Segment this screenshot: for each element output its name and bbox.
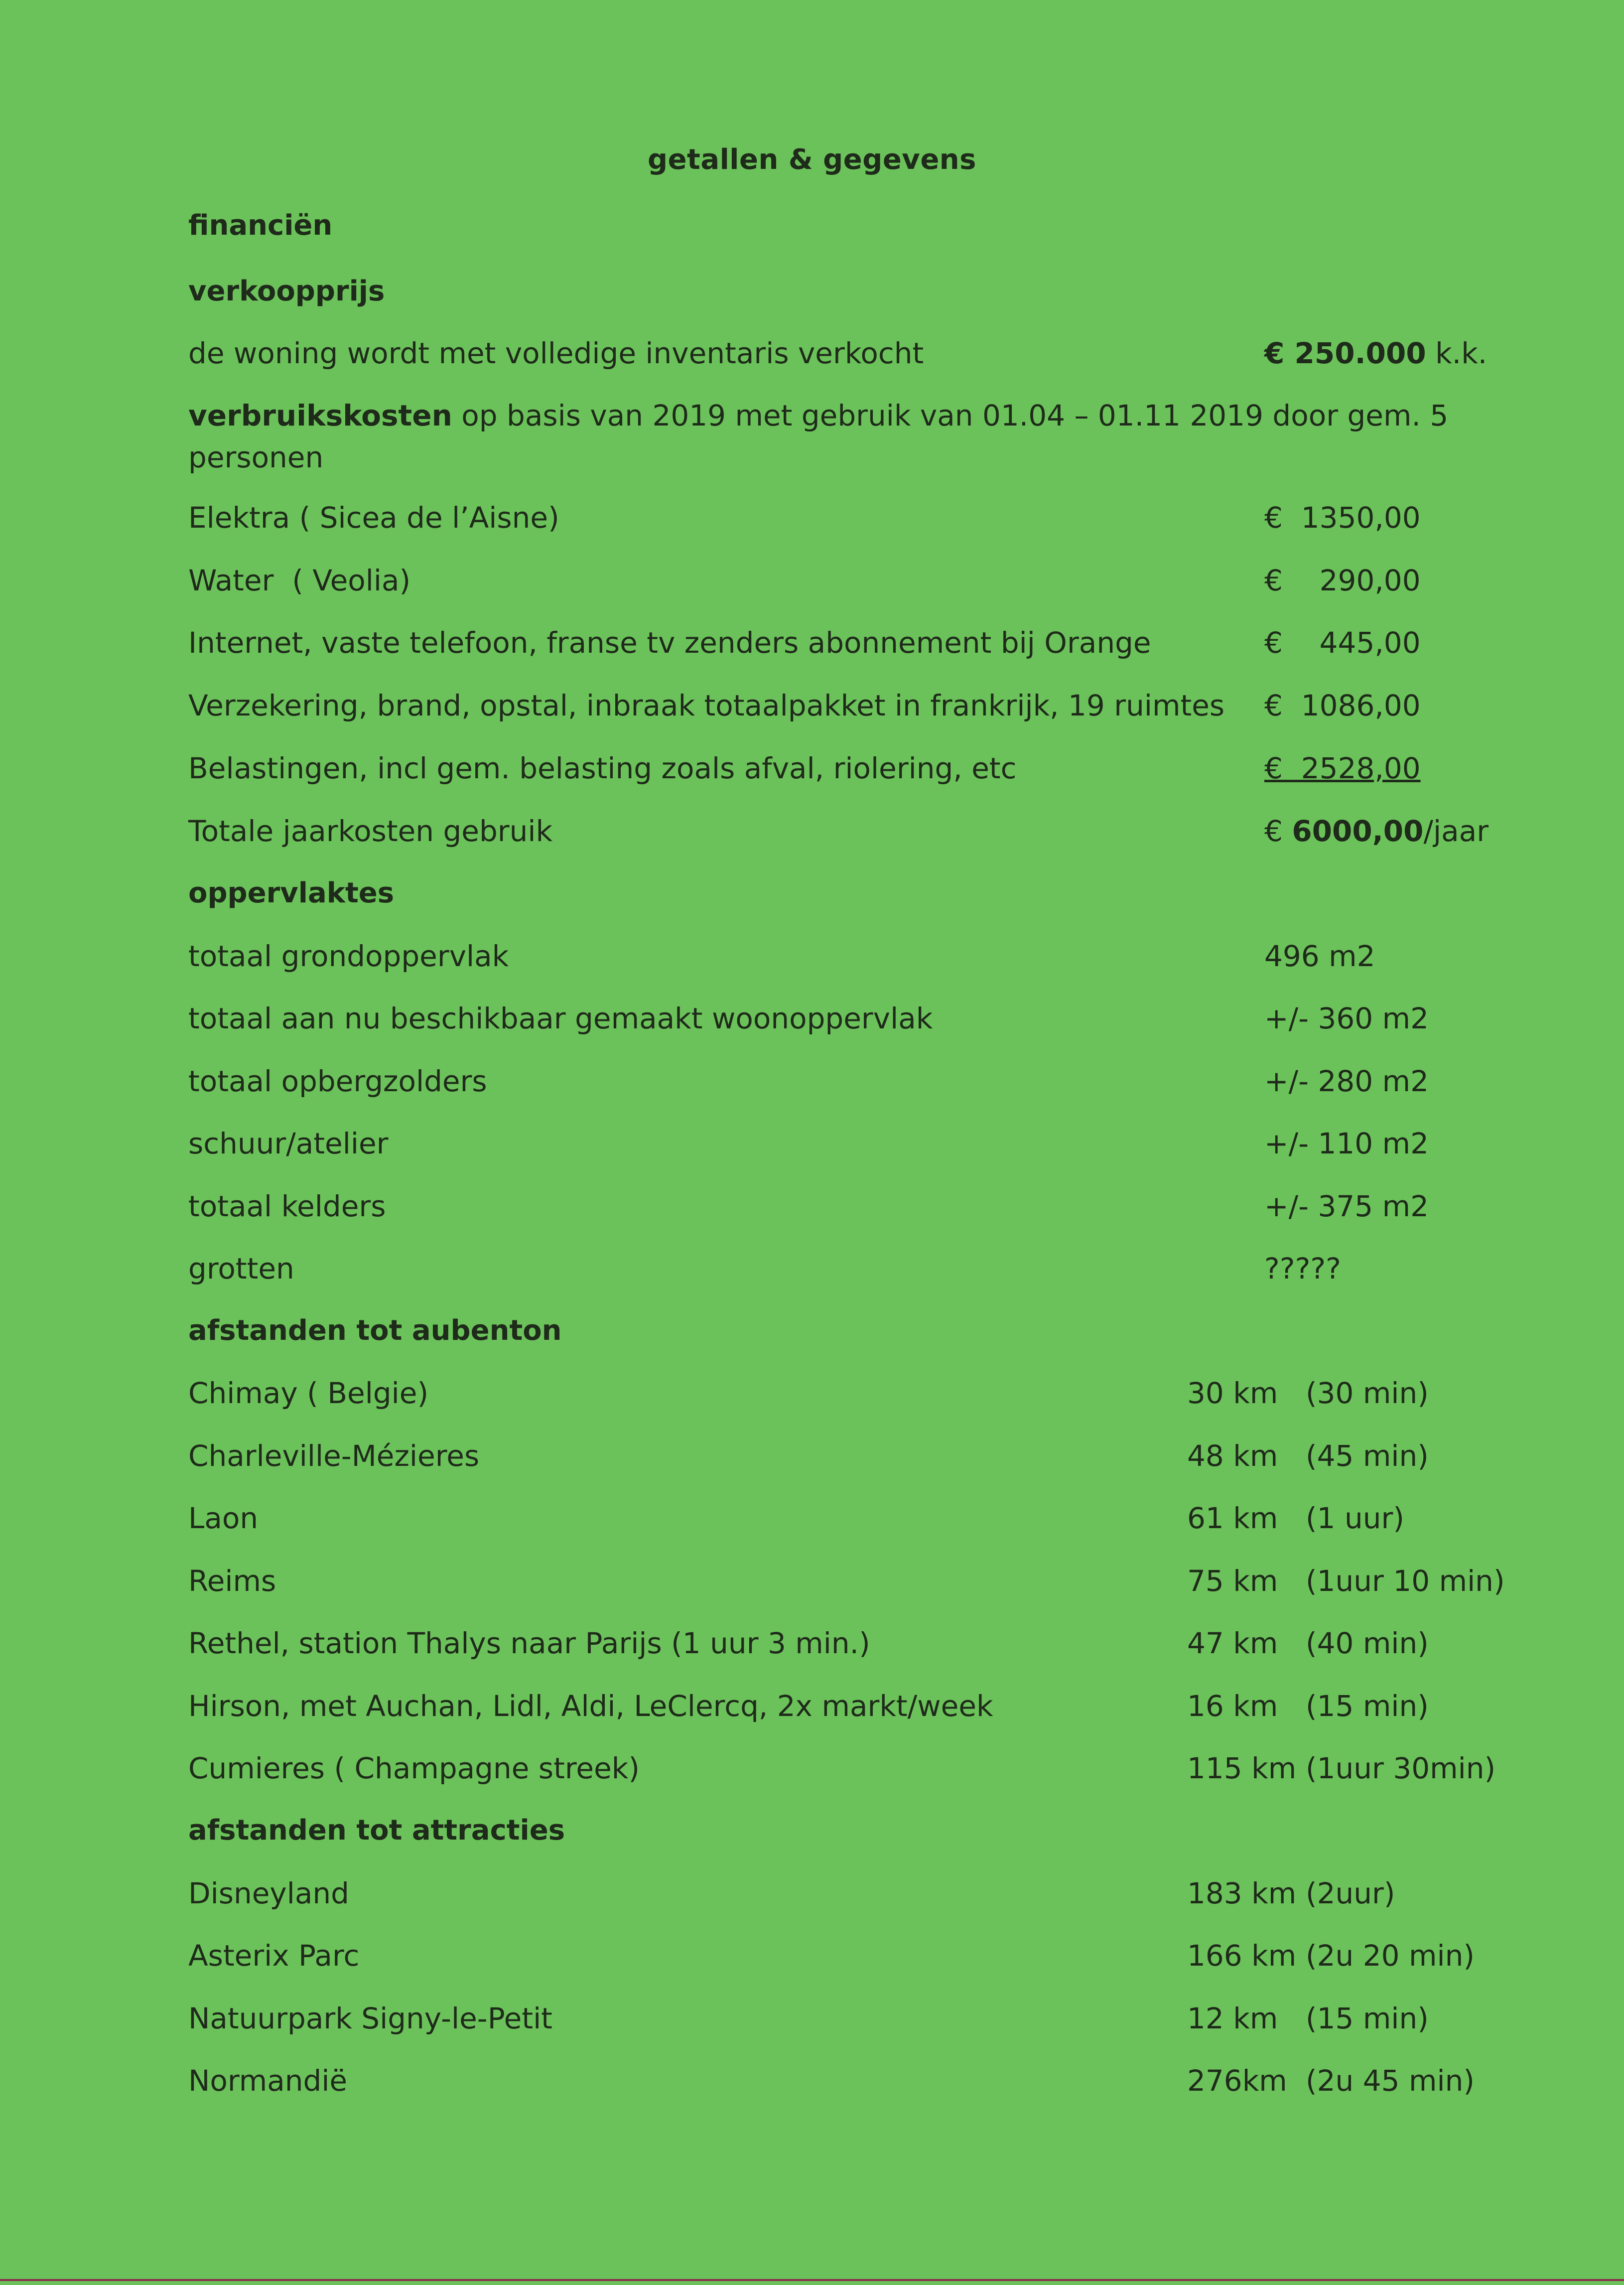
verbruikskosten-text: op basis van 2019 met gebruik van 01.04 – 01.11 2019 door gem. 5 <box>452 399 1449 432</box>
distance-row <box>188 1501 1533 1541</box>
distance-km: 115 km <box>1187 1751 1297 1785</box>
distance-km: 47 km <box>1187 1626 1278 1660</box>
attraction-label: Natuurpark Signy-le-Petit <box>188 2001 552 2035</box>
surface-value: +/- 280 m2 <box>1264 1064 1429 1098</box>
verbruikskosten-heading-line2 <box>188 440 1533 480</box>
cost-value: € 1086,00 <box>1264 689 1421 722</box>
total-value <box>1264 814 1489 848</box>
distance-row <box>188 1564 1533 1604</box>
attraction-label: Asterix Parc <box>188 1939 360 1973</box>
surface-row <box>188 1252 1533 1291</box>
distance-km: 30 km <box>1187 1376 1278 1410</box>
sale-price-suffix: k.k. <box>1426 336 1488 370</box>
attraction-label: Normandië <box>188 2064 348 2098</box>
surface-label: totaal aan nu beschikbaar gemaakt woonoppervlak <box>188 1001 933 1035</box>
cost-row <box>188 751 1533 791</box>
attraction-time: (15 min) <box>1306 2001 1429 2035</box>
total-amount: 6000,00 <box>1292 814 1424 848</box>
attraction-row <box>188 2001 1533 2041</box>
attraction-row <box>188 1939 1533 1979</box>
attraction-km: 12 km <box>1187 2001 1278 2035</box>
distance-label: Cumieres ( Champagne streek) <box>188 1751 640 1785</box>
page-title: getallen & gegevens <box>647 143 976 176</box>
distance-time: (40 min) <box>1306 1626 1429 1660</box>
attraction-time: (2u 20 min) <box>1306 1939 1475 1973</box>
cost-label: Elektra ( Sicea de l’Aisne) <box>188 501 559 535</box>
attraction-time: (2u 45 min) <box>1306 2064 1475 2098</box>
surface-value: +/- 375 m2 <box>1264 1189 1429 1223</box>
heading-afstanden-aubenton: afstanden tot aubenton <box>188 1314 562 1347</box>
surface-value: ????? <box>1264 1252 1341 1285</box>
distance-time: (1uur 10 min) <box>1306 1564 1505 1598</box>
surface-row <box>188 1001 1533 1041</box>
surface-row <box>188 1189 1533 1229</box>
distance-km: 16 km <box>1187 1689 1278 1723</box>
total-suffix: /jaar <box>1423 814 1489 848</box>
verbruikskosten-heading <box>188 399 1533 438</box>
cost-value: € 2528,00 <box>1264 751 1421 785</box>
distance-row <box>188 1626 1533 1666</box>
distance-time: (1 uur) <box>1306 1501 1404 1535</box>
distance-time: (15 min) <box>1306 1689 1429 1723</box>
sale-price-amount: € 250.000 <box>1264 336 1426 370</box>
distance-label: Reims <box>188 1564 276 1598</box>
verbruikskosten-text-line2: personen <box>188 440 324 474</box>
distance-time: (30 min) <box>1306 1376 1429 1410</box>
surface-value: 496 m2 <box>1264 939 1375 973</box>
distance-row <box>188 1689 1533 1729</box>
cost-value: € 290,00 <box>1264 564 1421 597</box>
cost-label: Internet, vaste telefoon, franse tv zenders abonnement bij Orange <box>188 626 1151 660</box>
distance-label: Hirson, met Auchan, Lidl, Aldi, LeClercq, 2x markt/week <box>188 1689 993 1723</box>
surface-row <box>188 939 1533 979</box>
heading-afstanden-attracties: afstanden tot attracties <box>188 1814 565 1847</box>
distance-time: (1uur 30min) <box>1306 1751 1496 1785</box>
cost-row <box>188 689 1533 728</box>
distance-label: Charleville-Mézieres <box>188 1439 480 1473</box>
distance-label: Laon <box>188 1501 259 1535</box>
verbruikskosten-label: verbruikskosten <box>188 399 452 432</box>
cost-label: Water ( Veolia) <box>188 564 411 597</box>
surface-row <box>188 1127 1533 1166</box>
distance-km: 75 km <box>1187 1564 1278 1598</box>
attraction-row <box>188 1876 1533 1916</box>
page-bottom-edge <box>0 2279 1624 2281</box>
distance-row <box>188 1376 1533 1416</box>
heading-oppervlaktes: oppervlaktes <box>188 877 395 909</box>
sale-price <box>1264 336 1487 370</box>
cost-value: € 445,00 <box>1264 626 1421 660</box>
attraction-km: 183 km <box>1187 1876 1297 1910</box>
distance-time: (45 min) <box>1306 1439 1429 1473</box>
surface-label: schuur/atelier <box>188 1127 389 1160</box>
distance-label: Rethel, station Thalys naar Parijs (1 uur 3 min.) <box>188 1626 870 1660</box>
surface-label: totaal grondoppervlak <box>188 939 509 973</box>
surface-value: +/- 360 m2 <box>1264 1001 1429 1035</box>
attraction-km: 276km <box>1187 2064 1287 2098</box>
cost-label: Belastingen, incl gem. belasting zoals afval, riolering, etc <box>188 751 1017 785</box>
distance-km: 61 km <box>1187 1501 1278 1535</box>
total-label: Totale jaarkosten gebruik <box>188 814 553 848</box>
cost-row <box>188 501 1533 541</box>
distance-row <box>188 1751 1533 1791</box>
heading-financien: financiën <box>188 209 333 242</box>
cost-label: Verzekering, brand, opstal, inbraak totaalpakket in frankrijk, 19 ruimtes <box>188 689 1225 722</box>
cost-row <box>188 626 1533 666</box>
cost-value: € 1350,00 <box>1264 501 1421 535</box>
distance-row <box>188 1439 1533 1479</box>
distance-km: 48 km <box>1187 1439 1278 1473</box>
sale-label: de woning wordt met volledige inventaris verkocht <box>188 336 924 370</box>
surface-label: totaal kelders <box>188 1189 386 1223</box>
surface-value: +/- 110 m2 <box>1264 1127 1429 1160</box>
attraction-label: Disneyland <box>188 1876 349 1910</box>
surface-label: grotten <box>188 1252 294 1285</box>
distance-label: Chimay ( Belgie) <box>188 1376 429 1410</box>
attraction-km: 166 km <box>1187 1939 1297 1973</box>
surface-label: totaal opbergzolders <box>188 1064 487 1098</box>
attraction-time: (2uur) <box>1306 1876 1395 1910</box>
attraction-row <box>188 2064 1533 2104</box>
sale-row <box>188 336 1533 376</box>
total-row <box>188 814 1533 854</box>
total-currency: € <box>1264 814 1292 848</box>
surface-row <box>188 1064 1533 1104</box>
cost-row <box>188 564 1533 603</box>
heading-verkoopprijs: verkoopprijs <box>188 275 385 307</box>
